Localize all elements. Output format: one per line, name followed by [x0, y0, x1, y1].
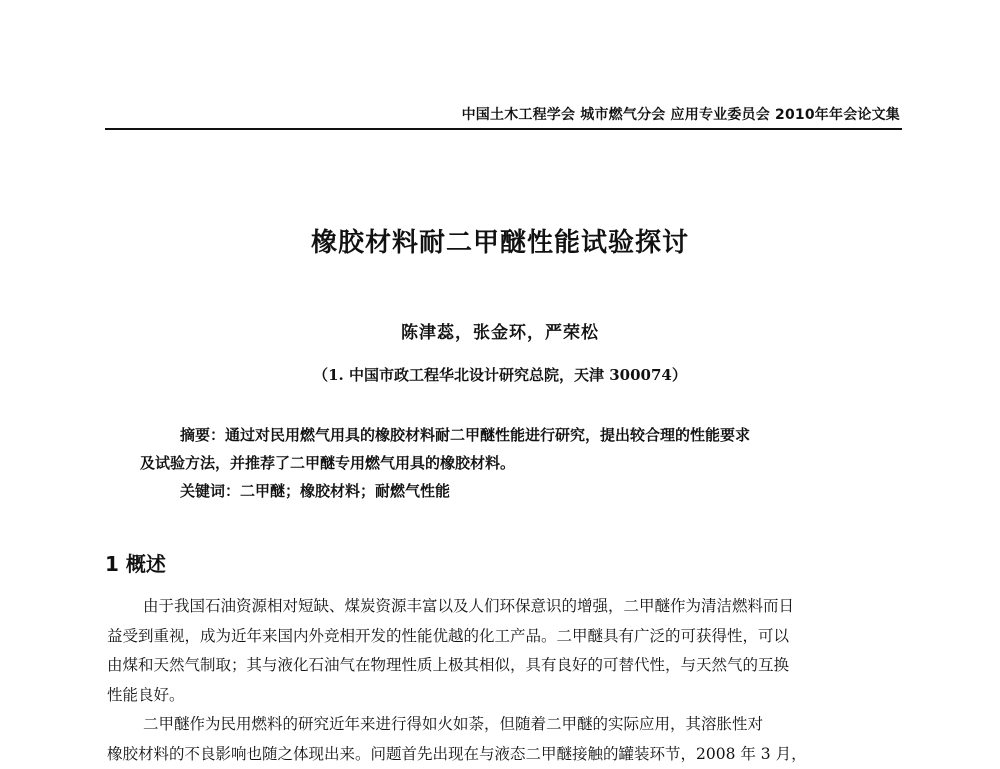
abstract-label: 摘要： — [180, 426, 225, 444]
keywords-text: 二甲醚；橡胶材料；耐燃气性能 — [240, 482, 450, 500]
abstract-block — [140, 421, 880, 505]
abstract-line-1 — [140, 421, 880, 449]
paragraph-2-line-2: 橡胶材料的不良影响也随之体现出来。问题首先出现在与液态二甲醚接触的罐装环节，2008 年 3 月， — [107, 740, 902, 769]
keywords-label: 关键词： — [180, 482, 240, 500]
paper-affiliation: （1. 中国市政工程华北设计研究总院，天津 300074） — [0, 364, 1000, 385]
section-body — [107, 592, 902, 769]
paragraph-1-line-3: 由煤和天然气制取；其与液化石油气在物理性质上极其相似，具有良好的可替代性，与天然气的互换 — [107, 651, 902, 681]
paragraph-1-line-2: 益受到重视，成为近年来国内外竞相开发的性能优越的化工产品。二甲醚具有广泛的可获得性，可以 — [107, 622, 902, 652]
running-header: 中国土木工程学会 城市燃气分会 应用专业委员会 2010年年会论文集 — [462, 104, 900, 124]
header-rule — [105, 128, 902, 130]
paragraph-2-line-1: 二甲醚作为民用燃料的研究近年来进行得如火如荼，但随着二甲醚的实际应用，其溶胀性对 — [107, 710, 902, 740]
paper-authors: 陈津蕊，张金环，严荣松 — [0, 318, 1000, 343]
paragraph-1-line-1: 由于我国石油资源相对短缺、煤炭资源丰富以及人们环保意识的增强，二甲醚作为清洁燃料而日 — [107, 592, 902, 622]
abstract-line-2: 及试验方法，并推荐了二甲醚专用燃气用具的橡胶材料。 — [140, 449, 880, 477]
abstract-text-1: 通过对民用燃气用具的橡胶材料耐二甲醚性能进行研究，提出较合理的性能要求 — [225, 426, 750, 444]
section-heading-overview: 1 概述 — [105, 548, 166, 577]
paper-title: 橡胶材料耐二甲醚性能试验探讨 — [0, 222, 1000, 259]
keywords-line — [140, 477, 880, 505]
paragraph-1-line-4: 性能良好。 — [107, 681, 902, 711]
